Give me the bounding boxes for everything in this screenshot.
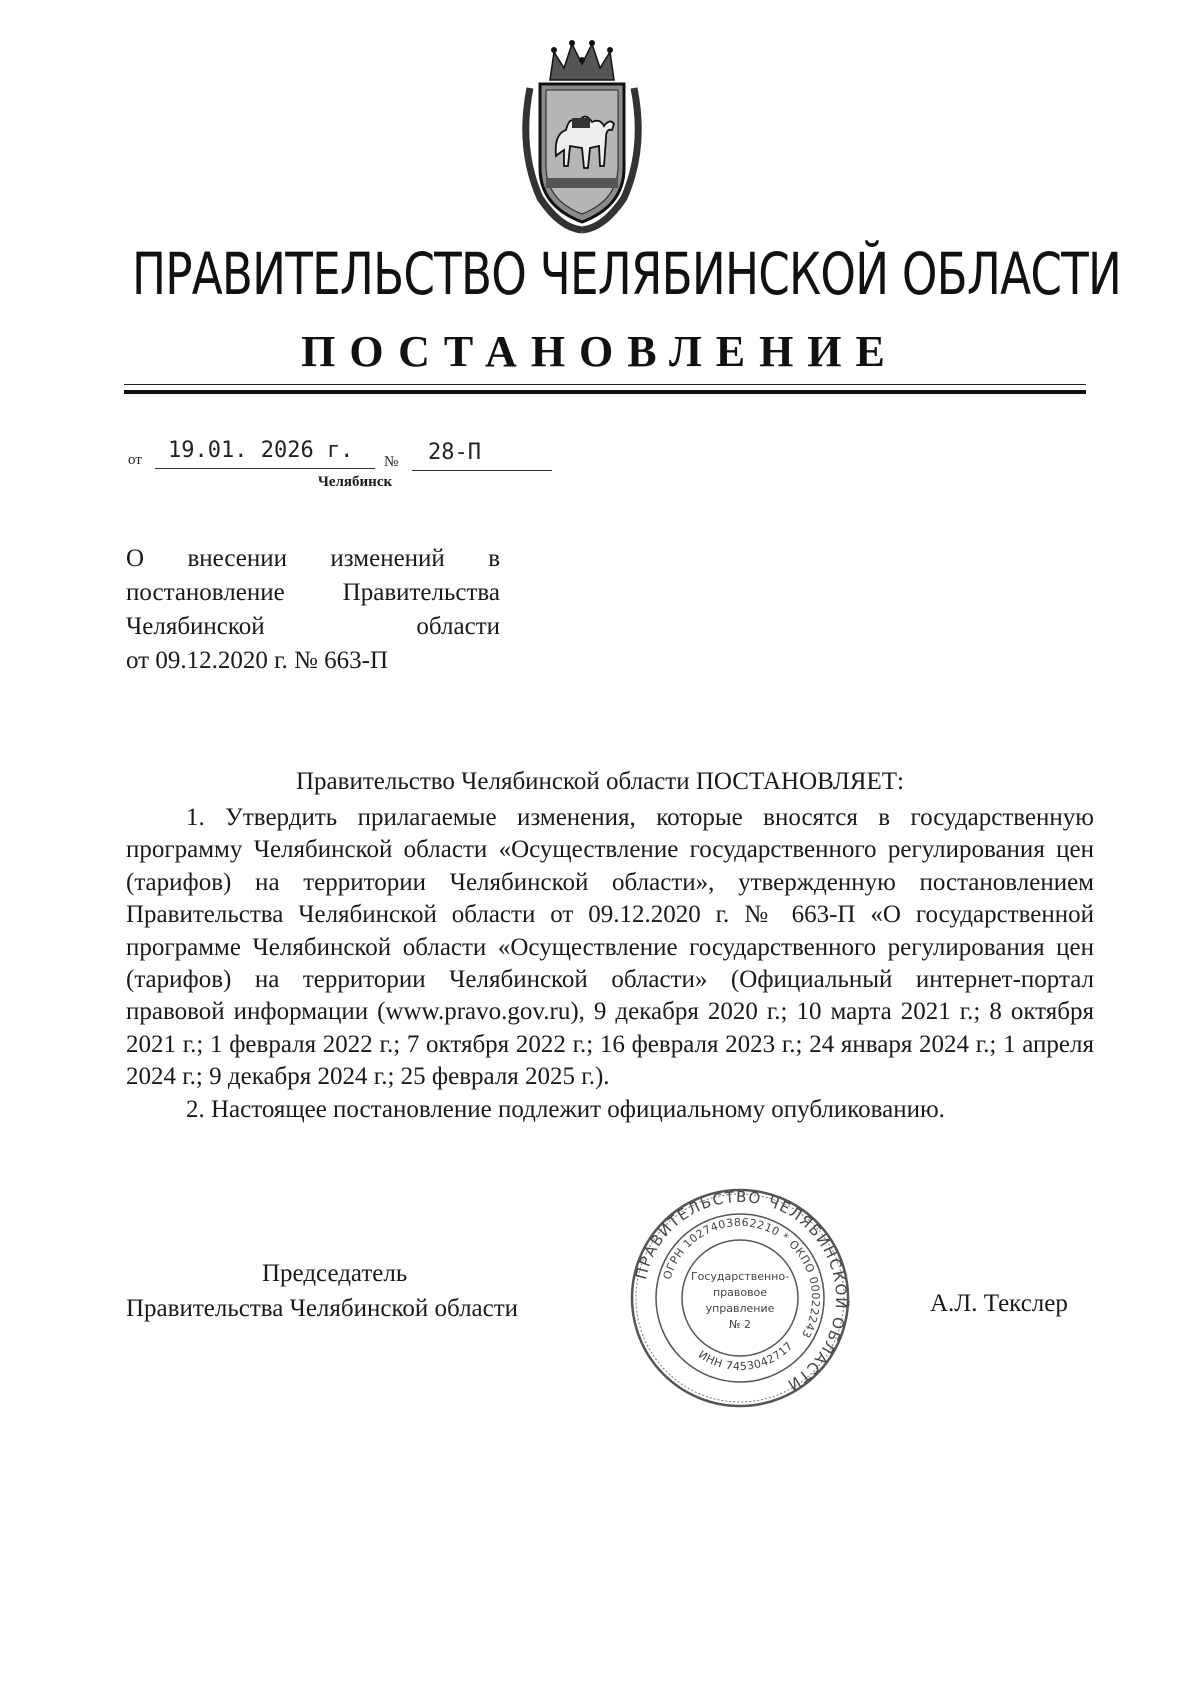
- document-number: 28-П: [428, 440, 481, 465]
- stamp-center-line: управление: [705, 1302, 775, 1315]
- document-city: Челябинск: [317, 474, 393, 490]
- number-prefix: №: [384, 454, 399, 470]
- subject-line: О внесении изменений в: [126, 545, 500, 572]
- body-paragraph-2: 2. Настоящее постановление подлежит официальному опубликованию.: [186, 1095, 945, 1123]
- document-type-heading: ПОСТАНОВЛЕНИЕ: [301, 327, 899, 376]
- body-paragraph-1: 1. Утвердить прилагаемые изменения, которые вносятся в государственную программу Челябинской области «Осуществление государственного регулирования цен (тарифов) на территории Челябинской области», утвержденную постановлением Правительства Челябинской области от 09.12.2020 г. № 663-П «О государственной программе Челябинской области «Осуществление государственного регулирования цен (тарифов) на территории Челябинской области» (Официальный интернет-портал правовой информации (www.pravo.gov.ru), 9 декабря 2020 г.; 10 марта 2021 г.; 8 октября 2021 г.; 1 февраля 2022 г.; 7 октября 2022 г.; 16 февраля 2023 г.; 24 января 2024 г.; 1 апреля 2024 г.; 9 декабря 2024 г.; 25 февраля 2025 г.).: [126, 804, 1094, 1091]
- subject-line: постановление Правительства: [126, 579, 500, 606]
- stamp-outer-text: ПРАВИТЕЛЬСТВО ЧЕЛЯБИНСКОЙ ОБЛАСТИ: [631, 1187, 851, 1395]
- document-date: 19.01. 2026 г.: [168, 438, 354, 463]
- subject-line: Челябинской области: [126, 613, 500, 640]
- signatory-name: А.Л. Текслер: [930, 1290, 1068, 1317]
- stamp-inner-text: ОГРН 1027403862210 * ОКПО 00022243: [660, 1215, 823, 1341]
- stamp-center-line: Государственно-: [690, 1270, 790, 1283]
- stamp-center-line: правовое: [712, 1286, 768, 1299]
- organization-title: ПРАВИТЕЛЬСТВО ЧЕЛЯБИНСКОЙ ОБЛАСТИ: [132, 240, 1122, 308]
- number-underline: [412, 470, 552, 471]
- signatory-role-line-1: Председатель: [262, 1260, 408, 1287]
- header-divider-thin: [124, 384, 1086, 385]
- official-stamp: [628, 1186, 852, 1410]
- subject-line: от 09.12.2020 г. № 663-П: [126, 647, 389, 674]
- header-divider-thick: [124, 390, 1086, 394]
- decree-line: Правительство Челябинской области ПОСТАНОВЛЯЕТ:: [296, 768, 904, 795]
- date-prefix: от: [128, 452, 142, 468]
- stamp-center-line: № 2: [729, 1318, 751, 1331]
- stamp-inn-text: ИНН 7453042717: [696, 1339, 796, 1374]
- document-subject: [126, 542, 500, 678]
- coat-of-arms-emblem: [520, 38, 644, 234]
- document-body: [126, 802, 1094, 1126]
- date-underline: [155, 468, 375, 469]
- signatory-role: [126, 1256, 586, 1326]
- signatory-role-line-2: Правительства Челябинской области: [126, 1295, 519, 1322]
